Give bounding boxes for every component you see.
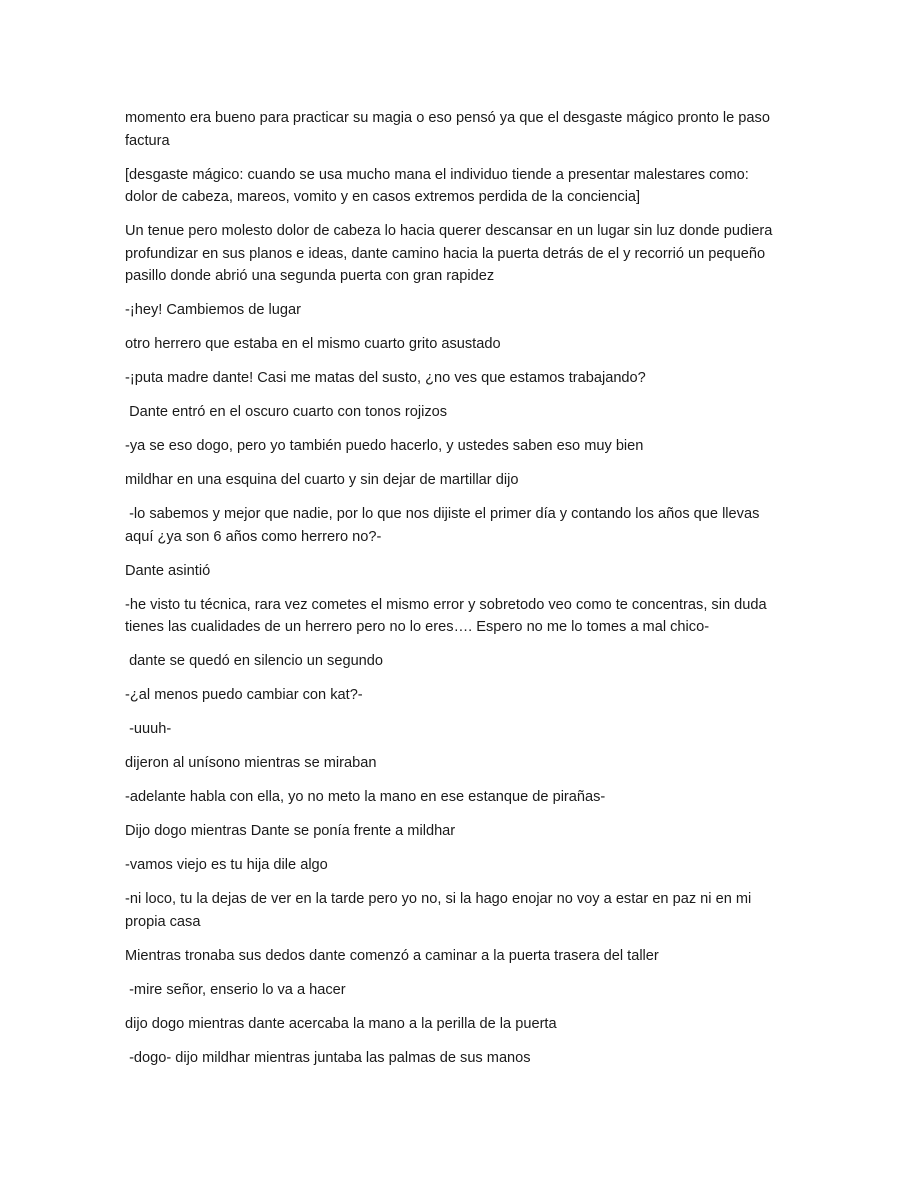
paragraph: momento era bueno para practicar su magia o eso pensó ya que el desgaste mágico pronto le paso factura [125,110,775,149]
paragraph: -dogo- dijo mildhar mientras juntaba las palmas de sus manos [125,1049,531,1066]
paragraph: -uuuh- [125,721,172,737]
paragraph: -he visto tu técnica, rara vez cometes el mismo error y sobretodo veo como te concentras, sin duda tienes las cualidades de un herrero pero no lo eres…. Espero no me lo tomes a mal chico- [125,596,771,635]
paragraph: dante se quedó en silencio un segundo [125,653,384,669]
document-page [125,107,785,1081]
paragraph: -mire señor, enserio lo va a hacer [125,981,346,998]
paragraph: dijo dogo mientras dante acercaba la mano a la perilla de la puerta [125,1015,557,1032]
paragraph: mildhar en una esquina del cuarto y sin dejar de martillar dijo [125,472,519,488]
paragraph: -ni loco, tu la dejas de ver en la tarde pero yo no, si la hago enojar no voy a estar en paz ni en mi propia casa [125,891,756,930]
paragraph: Dijo dogo mientras Dante se ponía frente a mildhar [125,823,456,839]
paragraph: -lo sabemos y mejor que nadie, por lo que nos dijiste el primer día y contando los años que llevas aquí ¿ya son 6 años como herrero no?- [125,506,764,545]
paragraph: -vamos viejo es tu hija dile algo [125,857,328,873]
paragraph: -ya se eso dogo, pero yo también puedo hacerlo, y ustedes saben eso muy bien [125,438,644,454]
paragraph: -¿al menos puedo cambiar con kat?- [125,687,363,703]
paragraph: -¡puta madre dante! Casi me matas del susto, ¿no ves que estamos trabajando? [125,370,646,386]
paragraph: dijeron al unísono mientras se miraban [125,755,377,771]
paragraph: -adelante habla con ella, yo no meto la mano en ese estanque de pirañas- [125,789,606,805]
paragraph: -¡hey! Cambiemos de lugar [125,302,302,318]
paragraph: otro herrero que estaba en el mismo cuarto grito asustado [125,336,501,352]
paragraph: Dante entró en el oscuro cuarto con tonos rojizos [125,404,448,420]
paragraph: Dante asintió [125,562,211,579]
paragraph: Mientras tronaba sus dedos dante comenzó a caminar a la puerta trasera del taller [125,947,659,964]
paragraph: Un tenue pero molesto dolor de cabeza lo hacia querer descansar en un lugar sin luz donde pudiera profundizar en sus planos e ideas, dante camino hacia la puerta detrás de el y recorrió un pequeño pasillo donde abrió una segunda puerta con gran rapidez [125,223,777,284]
paragraph: [desgaste mágico: cuando se usa mucho mana el individuo tiende a presentar malestares como: dolor de cabeza, mareos, vomito y en casos extremos perdida de la conciencia] [125,166,753,205]
